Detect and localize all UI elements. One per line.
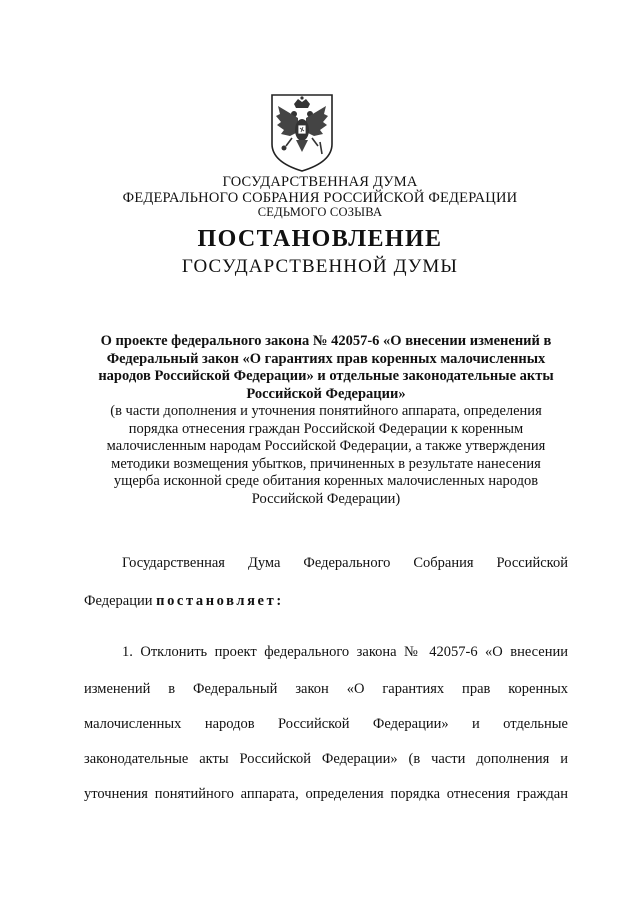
subject-bold-line: Федеральный закон «О гарантиях прав коренных малочисленных — [106, 350, 546, 367]
item-1-line: изменений в Федеральный закон «О гарантиях прав коренных — [84, 681, 568, 697]
item-1-line: уточнения понятийного аппарата, определения порядка отнесения граждан — [84, 786, 568, 802]
subject-line: Российской Федерации) — [251, 490, 401, 507]
subject-line: малочисленным народам Российской Федерации, а также утверждения — [106, 438, 546, 454]
resolution-subject — [88, 333, 564, 508]
item-1-line: 1. Отклонить проект федерального закона № 42057-6 «О внесении — [122, 644, 568, 660]
item-1-line: законодательные акты Российской Федерации» (в части дополнения и — [84, 751, 568, 767]
intro-prefix: Федерации — [84, 593, 153, 609]
subject-bold-line: народов Российской Федерации» и отдельные законодательные акты — [98, 368, 554, 384]
document-subtitle: ГОСУДАРСТВЕННОЙ ДУМЫ — [181, 256, 459, 277]
subject-bold-line: Российской Федерации» — [246, 385, 406, 402]
subject-line: порядка отнесения граждан Российской Федерации к коренным — [128, 420, 524, 437]
subject-line: (в части дополнения и уточнения понятийного аппарата, определения — [110, 403, 542, 419]
org-name-line-1: ГОСУДАРСТВЕННАЯ ДУМА — [222, 174, 418, 190]
item-1-line: малочисленных народов Российской Федерации» и отдельные — [84, 716, 568, 732]
russian-coat-of-arms-icon — [268, 92, 336, 174]
decree-word: постановляет: — [156, 593, 284, 609]
subject-line: методики возмещения убытков, причиненных в результате нанесения — [111, 455, 541, 472]
intro-paragraph-line: Государственная Дума Федерального Собрания Российской — [122, 555, 568, 571]
subject-bold-line: О проекте федерального закона № 42057-6 «О внесении изменений в — [100, 333, 552, 349]
org-name-line-2: ФЕДЕРАЛЬНОГО СОБРАНИЯ РОССИЙСКОЙ ФЕДЕРАЦИИ — [122, 190, 518, 206]
intro-paragraph-decree-line — [84, 593, 568, 610]
subject-line: ущерба исконной среде обитания коренных малочисленных народов — [113, 473, 539, 489]
document-title: ПОСТАНОВЛЕНИЕ — [197, 226, 443, 252]
convocation-line: СЕДЬМОГО СОЗЫВА — [257, 205, 383, 219]
